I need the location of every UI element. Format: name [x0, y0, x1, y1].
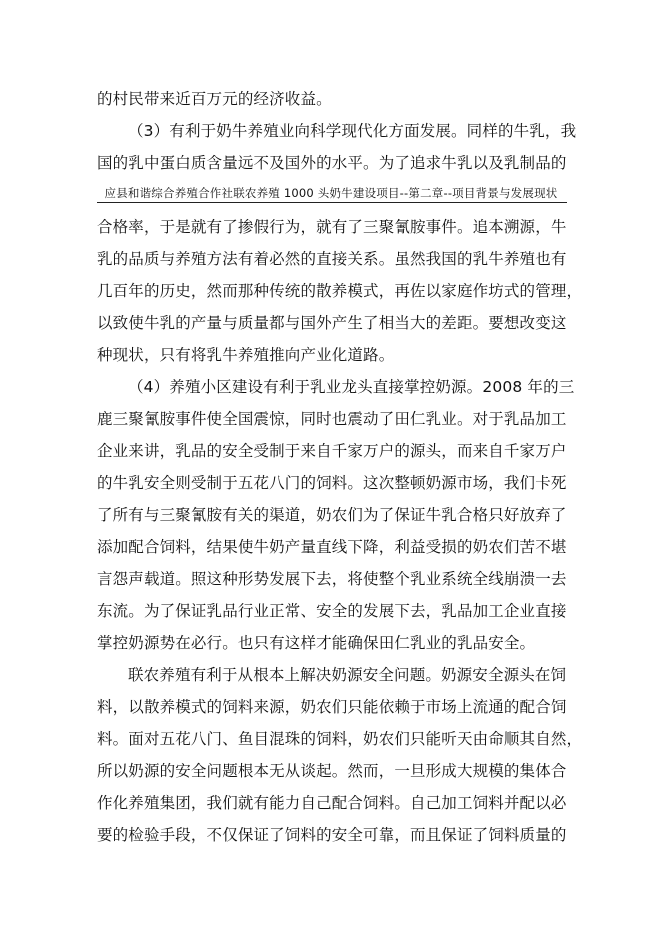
body-text-line: 国的乳中蛋白质含量远不及国外的水平。为了追求牛乳以及乳制品的 — [97, 154, 567, 172]
body-text-line: 乳的品质与养殖方法有着必然的直接关系。虽然我国的乳牛养殖也有 — [97, 250, 567, 268]
body-text-line: 了所有与三聚氰胺有关的渠道，奶农们为了保证牛乳合格只好放弃了 — [97, 506, 567, 524]
body-text-line: 掌控奶源势在必行。也只有这样才能确保田仁乳业的乳品安全。 — [97, 634, 536, 652]
body-text-line: 所以奶源的安全问题根本无从谈起。然而，一旦形成大规模的集体合 — [97, 762, 567, 780]
body-text-line: 的村民带来近百万元的经济收益。 — [97, 90, 332, 108]
body-text-line: 合格率，于是就有了掺假行为，就有了三聚氰胺事件。追本溯源，牛 — [97, 218, 567, 236]
body-text-line: 东流。为了保证乳品行业正常、安全的发展下去，乳品加工企业直接 — [97, 602, 567, 620]
body-text-line: 料，以散养模式的饲料来源，奶农们只能依赖于市场上流通的配合饲 — [97, 698, 567, 716]
body-text-line: 联农养殖有利于从根本上解决奶源安全问题。奶源安全源头在饲 — [128, 666, 567, 684]
body-text-line: 以致使牛乳的产量与质量都与国外产生了相当大的差距。要想改变这 — [97, 314, 567, 332]
body-text-line: 料。面对五花八门、鱼目混珠的饲料，奶农们只能听天由命顺其自然， — [97, 730, 583, 748]
body-text-line: 几百年的历史，然而那种传统的散养模式，再佐以家庭作坊式的管理， — [97, 282, 583, 300]
body-text-line: 鹿三聚氰胺事件使全国震惊，同时也震动了田仁乳业。对于乳品加工 — [97, 410, 567, 428]
body-text-line: 种现状，只有将乳牛养殖推向产业化道路。 — [97, 346, 395, 364]
header-rule — [97, 202, 567, 203]
body-text-line: 企业来讲，乳品的安全受制于来自千家万户的源头，而来自千家万户 — [97, 442, 567, 460]
body-text-line: 的牛乳安全则受制于五花八门的饲料。这次整顿奶源市场，我们卡死 — [97, 474, 567, 492]
body-text-line: 添加配合饲料，结果使牛奶产量直线下降，利益受损的奶农们苦不堪 — [97, 538, 567, 556]
body-text-line: 作化养殖集团，我们就有能力自己配合饲料。自己加工饲料并配以必 — [97, 794, 567, 812]
running-header: 应县和谐综合养殖合作社联农养殖 1000 头奶牛建设项目--第二章--项目背景与发展现状 — [104, 186, 558, 200]
body-text-line: （3）有利于奶牛养殖业向科学现代化方面发展。同样的牛乳，我 — [128, 122, 577, 140]
body-text-line: 要的检验手段，不仅保证了饲料的安全可靠，而且保证了饲料质量的 — [97, 826, 567, 844]
body-text-line: （4）养殖小区建设有利于乳业龙头直接掌控奶源。2008 年的三 — [128, 378, 575, 396]
body-text-line: 言怨声载道。照这种形势发展下去，将使整个乳业系统全线崩溃一去 — [97, 570, 567, 588]
